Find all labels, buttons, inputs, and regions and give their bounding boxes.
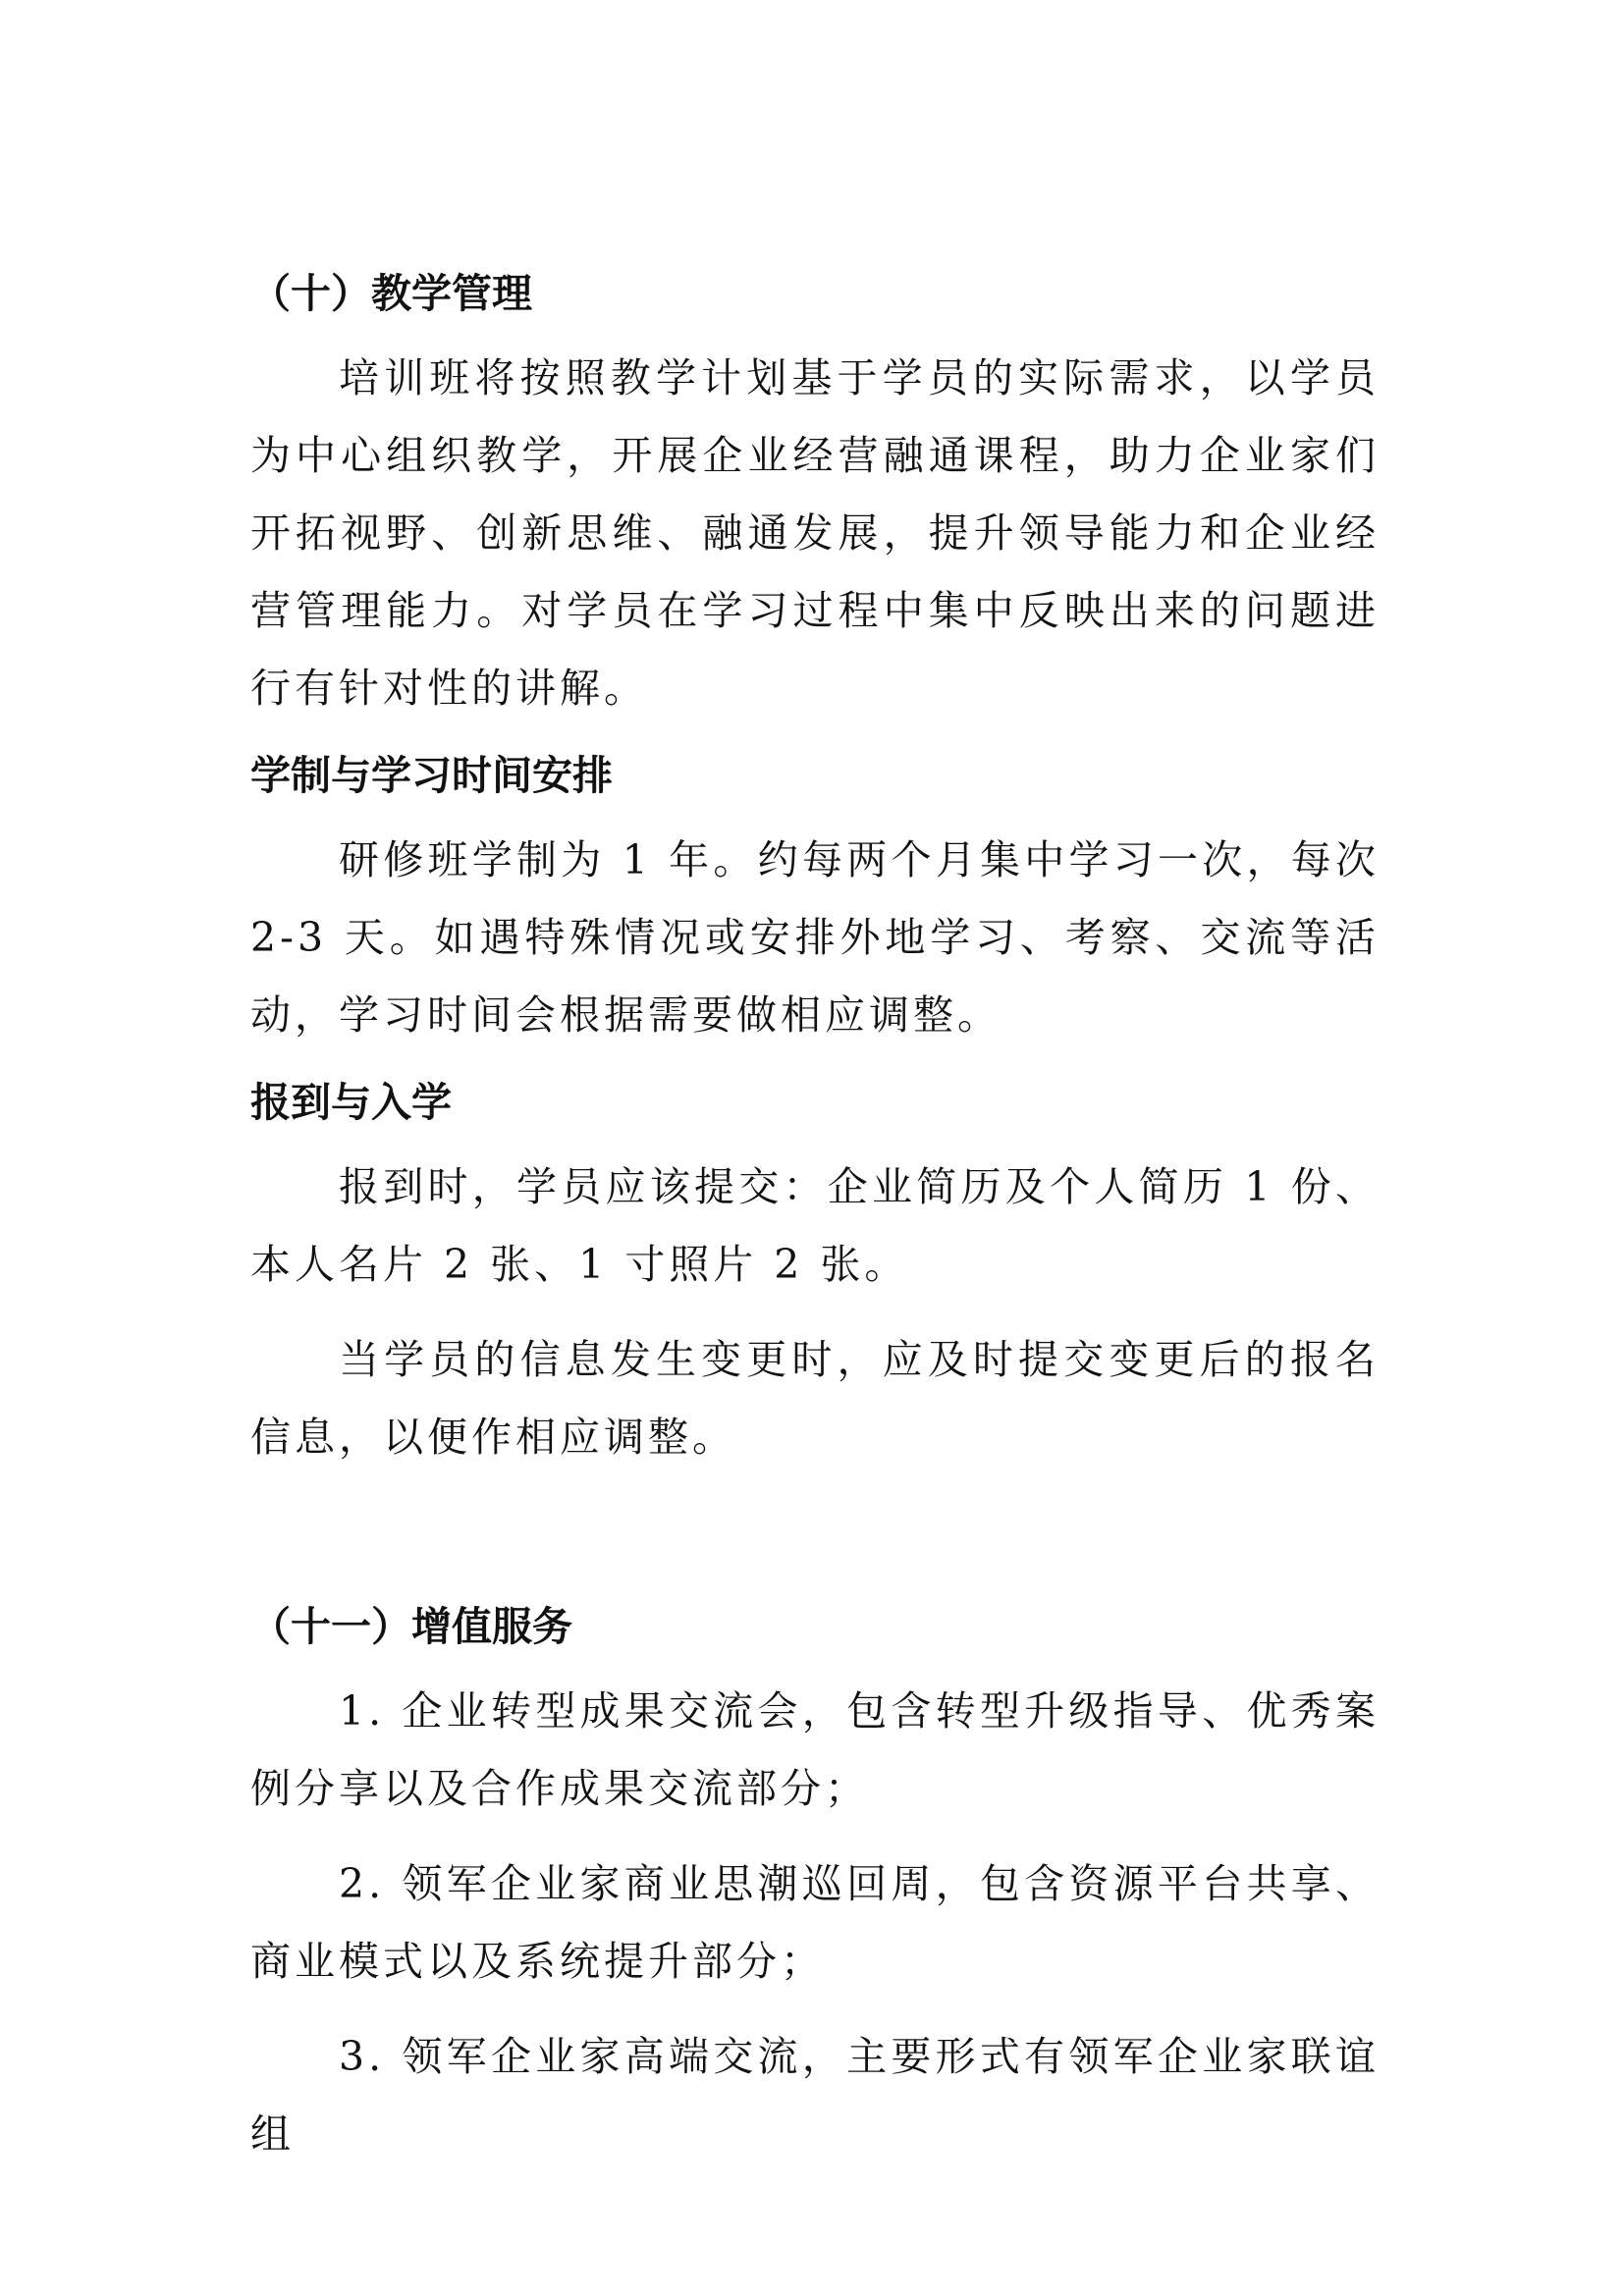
section-10-heading: （十）教学管理 bbox=[250, 270, 532, 317]
service-item-2: 2. 领军企业家商业思潮巡回周，包含资源平台共享、商业模式以及系统提升部分； bbox=[250, 1860, 1380, 1985]
schedule-paragraph: 研修班学制为 1 年。约每两个月集中学习一次，每次 2-3 天。如遇特殊情况或安排外地学习、考察、交流等活动，学习时间会根据需要做相应调整。 bbox=[250, 836, 1380, 1039]
spacer bbox=[250, 1655, 1380, 1673]
document-content bbox=[250, 265, 1380, 2173]
spacer bbox=[250, 1828, 1380, 1845]
spacer bbox=[250, 1131, 1380, 1148]
spacer bbox=[250, 2001, 1380, 2018]
spacer bbox=[250, 1304, 1380, 1321]
spacer bbox=[250, 322, 1380, 340]
spacer bbox=[250, 804, 1380, 822]
section-10-paragraph: 培训班将按照教学计划基于学员的实际需求，以学员为中心组织教学，开展企业经营融通课程，助力企业家们开拓视野、创新思维、融通发展，提升领导能力和企业经营管理能力。对学员在学习过程中集中反映出来的问题进行有针对性的讲解。 bbox=[250, 354, 1380, 712]
spacer bbox=[250, 727, 1380, 747]
registration-paragraph-1: 报到时，学员应该提交：企业简历及个人简历 1 份、本人名片 2 张、1 寸照片 2 张。 bbox=[250, 1163, 1380, 1288]
service-item-1: 1. 企业转型成果交流会，包含转型升级指导、优秀案例分享以及合作成果交流部分； bbox=[250, 1687, 1380, 1812]
registration-heading: 报到与入学 bbox=[250, 1079, 452, 1126]
service-item-3: 3. 领军企业家高端交流，主要形式有领军企业家联谊组 bbox=[250, 2033, 1380, 2158]
spacer bbox=[250, 1476, 1380, 1598]
registration-paragraph-2: 当学员的信息发生变更时，应及时提交变更后的报名信息，以便作相应调整。 bbox=[250, 1336, 1380, 1461]
spacer bbox=[250, 1054, 1380, 1074]
schedule-heading: 学制与学习时间安排 bbox=[250, 752, 613, 799]
section-11-heading: （十一）增值服务 bbox=[250, 1603, 572, 1650]
